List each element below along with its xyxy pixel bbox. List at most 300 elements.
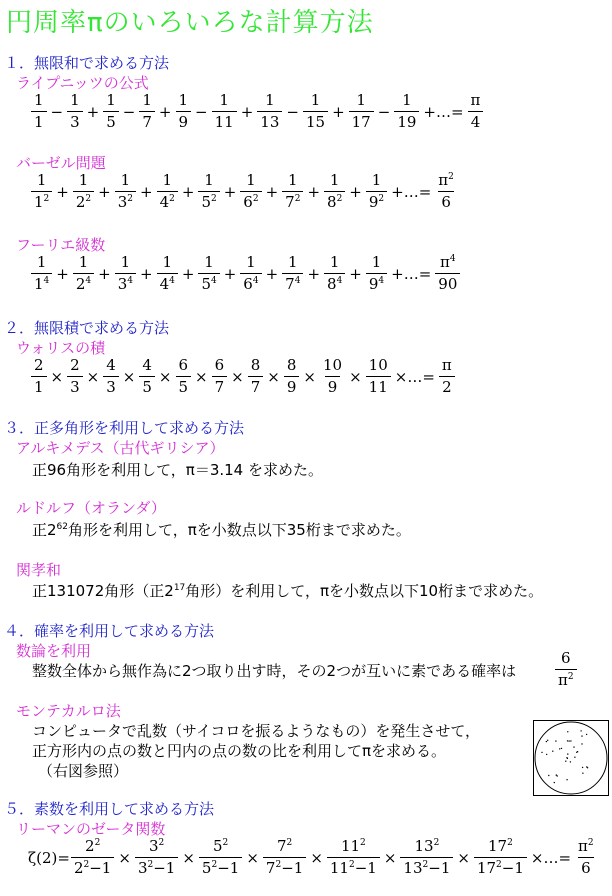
minus-one: −1 bbox=[89, 859, 112, 877]
euler-factor bbox=[199, 838, 242, 877]
num: 1 bbox=[120, 253, 131, 271]
numerator bbox=[411, 838, 442, 857]
numerator bbox=[176, 357, 192, 376]
prime: 13 bbox=[403, 859, 423, 877]
tail: +…= bbox=[423, 102, 464, 121]
exponent: 2 bbox=[222, 838, 229, 848]
operator: − bbox=[50, 102, 64, 121]
leibniz-term bbox=[67, 92, 83, 131]
numerator bbox=[274, 838, 295, 857]
numerator bbox=[369, 254, 385, 273]
exponent: 2 bbox=[169, 194, 175, 204]
fourier-heading: フーリエ級数 bbox=[16, 236, 106, 254]
base: 4 bbox=[159, 193, 170, 211]
numerator bbox=[575, 838, 597, 857]
num: 10 bbox=[368, 356, 388, 374]
numerator bbox=[34, 172, 50, 191]
wallis-term bbox=[67, 357, 83, 396]
num: 6 bbox=[178, 356, 189, 374]
num: 1 bbox=[204, 253, 214, 271]
monte-carlo-line-1: コンピュータで乱数（サイコロを振るようなもの）を発生させて， bbox=[32, 722, 481, 740]
num: 1 bbox=[36, 171, 47, 189]
num: 1 bbox=[120, 171, 131, 189]
random-dot bbox=[580, 730, 581, 731]
operator: × bbox=[158, 367, 172, 386]
numerator bbox=[216, 92, 232, 111]
num: 1 bbox=[78, 253, 89, 271]
basel-formula bbox=[30, 172, 458, 211]
numerator bbox=[67, 92, 83, 111]
exponent: 4 bbox=[210, 276, 217, 286]
num: 1 bbox=[106, 91, 116, 109]
basel-result bbox=[435, 172, 457, 211]
basel-term bbox=[324, 172, 345, 211]
exponent: 2 bbox=[360, 838, 366, 848]
numerator bbox=[76, 254, 92, 273]
monte-carlo-svg bbox=[534, 721, 608, 795]
num: 1 bbox=[371, 253, 382, 271]
num: 4 bbox=[142, 356, 152, 374]
numerator bbox=[468, 92, 484, 111]
operator: × bbox=[231, 367, 244, 386]
exponent: 2 bbox=[286, 838, 293, 848]
riemann-result bbox=[575, 838, 597, 877]
numerator bbox=[210, 838, 231, 857]
leibniz-formula bbox=[30, 92, 484, 131]
den: 7 bbox=[250, 378, 261, 396]
exponent: 2 bbox=[94, 838, 101, 848]
exponent: 4 bbox=[127, 276, 133, 286]
base: 7 bbox=[285, 193, 295, 211]
denominator bbox=[257, 111, 282, 131]
exponent: 2 bbox=[336, 194, 343, 204]
fourier-term bbox=[31, 254, 52, 293]
operator: × bbox=[50, 367, 64, 386]
wallis-heading: ウォリスの積 bbox=[16, 339, 106, 357]
operator: + bbox=[158, 102, 172, 121]
numerator bbox=[146, 838, 167, 857]
operator: + bbox=[349, 264, 362, 283]
numerator bbox=[399, 92, 415, 111]
prime: 5 bbox=[201, 859, 212, 877]
numerator bbox=[353, 92, 369, 111]
numerator bbox=[118, 172, 134, 191]
wallis-term bbox=[103, 357, 119, 396]
num: π bbox=[441, 356, 452, 374]
fourier-result bbox=[435, 254, 460, 293]
numerator bbox=[118, 254, 134, 273]
euler-factor bbox=[400, 838, 453, 877]
den: 5 bbox=[142, 378, 152, 396]
base: 8 bbox=[327, 193, 337, 211]
wallis-result bbox=[439, 357, 455, 396]
num: 1 bbox=[329, 253, 340, 271]
random-dot bbox=[577, 751, 578, 752]
denominator bbox=[366, 273, 387, 293]
exponent: 2 bbox=[294, 194, 301, 204]
tail: +…= bbox=[391, 182, 432, 201]
exponent: 4 bbox=[336, 276, 343, 286]
prime: 3 bbox=[137, 859, 148, 877]
den: 9 bbox=[286, 378, 297, 396]
base: 6 bbox=[243, 275, 253, 293]
monte-carlo-figure bbox=[533, 720, 609, 796]
random-dot bbox=[582, 773, 583, 774]
denominator bbox=[263, 857, 306, 877]
base: 5 bbox=[201, 193, 211, 211]
basel-term bbox=[31, 172, 52, 211]
euler-factor bbox=[263, 838, 306, 877]
seki-text: 正131072角形（正$2^{17}$角形）を利用して，πを小数点以下10桁まで求めた。 bbox=[32, 582, 544, 600]
operator: + bbox=[349, 182, 362, 201]
denominator bbox=[135, 857, 178, 877]
operator: − bbox=[286, 102, 299, 121]
base: 2 bbox=[75, 193, 86, 211]
numerator bbox=[285, 172, 301, 191]
leibniz-term bbox=[31, 92, 47, 131]
denominator bbox=[67, 111, 83, 131]
den: 4 bbox=[470, 113, 481, 131]
num: 1 bbox=[78, 171, 89, 189]
operator: × bbox=[267, 367, 280, 386]
denominator bbox=[212, 111, 237, 131]
numerator bbox=[262, 92, 278, 111]
euler-factor bbox=[474, 838, 527, 877]
random-dot bbox=[586, 734, 587, 735]
prime: 11 bbox=[329, 859, 349, 877]
prime: 2 bbox=[85, 837, 95, 855]
den: 3 bbox=[70, 113, 80, 131]
prime: 17 bbox=[488, 837, 508, 855]
base: 2 bbox=[75, 275, 86, 293]
denominator bbox=[71, 857, 114, 877]
base: 3 bbox=[117, 275, 128, 293]
denominator bbox=[139, 376, 155, 396]
number-theory-heading: 数論を利用 bbox=[16, 642, 92, 660]
numerator bbox=[201, 254, 217, 273]
exponent: 4 bbox=[252, 276, 259, 286]
numerator bbox=[439, 357, 455, 376]
operator: × bbox=[310, 848, 323, 867]
exponent: 2 bbox=[252, 194, 259, 204]
operator: − bbox=[377, 102, 391, 121]
numerator bbox=[139, 92, 155, 111]
numerator bbox=[327, 254, 343, 273]
fourier-term bbox=[240, 254, 261, 293]
operator: + bbox=[265, 182, 279, 201]
den: 7 bbox=[142, 113, 152, 131]
den: 1 bbox=[34, 113, 44, 131]
random-dot bbox=[566, 757, 567, 758]
den: 1 bbox=[34, 378, 44, 396]
exponent: 2 bbox=[433, 838, 440, 848]
num: 8 bbox=[250, 356, 261, 374]
random-dot bbox=[581, 735, 582, 736]
section-4-heading: ４．確率を利用して求める方法 bbox=[4, 622, 215, 640]
numerator bbox=[82, 838, 103, 857]
seki-heading: 関孝和 bbox=[16, 561, 62, 579]
den: 7 bbox=[214, 378, 225, 396]
random-dot bbox=[561, 748, 562, 749]
exponent: 2 bbox=[147, 860, 154, 870]
numerator bbox=[308, 92, 324, 111]
num: 1 bbox=[162, 253, 172, 271]
exponent: 2 bbox=[587, 838, 594, 848]
prime: 17 bbox=[476, 859, 497, 877]
numerator bbox=[31, 357, 47, 376]
base: 1 bbox=[34, 193, 44, 211]
exponent: 2 bbox=[210, 194, 217, 204]
monte-carlo-line-2: 正方形内の点の数と円内の点の数の比を利用してπを求める。 bbox=[32, 742, 447, 760]
denominator bbox=[578, 857, 594, 877]
denominator bbox=[212, 376, 228, 396]
leibniz-term bbox=[257, 92, 282, 131]
numerator bbox=[159, 254, 175, 273]
denominator bbox=[73, 273, 94, 293]
wallis-term bbox=[284, 357, 300, 396]
num: 4 bbox=[106, 356, 116, 374]
fourier-formula bbox=[30, 254, 461, 293]
wallis-term bbox=[212, 357, 228, 396]
den: 15 bbox=[305, 113, 326, 131]
denominator bbox=[248, 376, 264, 396]
denominator bbox=[157, 273, 178, 293]
num: 1 bbox=[246, 253, 256, 271]
operator: − bbox=[122, 102, 136, 121]
archimedes-text: 正96角形を利用して，π＝3.14 を求めた。 bbox=[32, 461, 323, 479]
denominator bbox=[366, 376, 391, 396]
leibniz-term bbox=[394, 92, 419, 131]
random-dot bbox=[565, 761, 566, 762]
prime: 7 bbox=[265, 859, 276, 877]
denominator bbox=[349, 111, 374, 131]
basel-term bbox=[73, 172, 94, 211]
exponent: 4 bbox=[85, 276, 92, 286]
denominator bbox=[67, 376, 83, 396]
random-dot bbox=[556, 774, 557, 775]
num: 8 bbox=[286, 356, 297, 374]
den: 19 bbox=[397, 113, 417, 131]
operator: + bbox=[181, 182, 195, 201]
minus-one: −1 bbox=[428, 859, 451, 877]
den: 9 bbox=[178, 113, 189, 131]
num: 2 bbox=[34, 356, 44, 374]
random-dot bbox=[586, 766, 587, 767]
denominator bbox=[435, 273, 460, 293]
numerator bbox=[437, 254, 459, 273]
random-dot bbox=[554, 782, 555, 783]
random-dot bbox=[546, 741, 547, 742]
leibniz-term bbox=[349, 92, 374, 131]
base: 9 bbox=[368, 275, 379, 293]
exponent: 2 bbox=[348, 860, 355, 870]
num: 6 bbox=[214, 356, 225, 374]
leibniz-term bbox=[176, 92, 192, 131]
exponent: 4 bbox=[169, 276, 175, 286]
num: 1 bbox=[288, 253, 298, 271]
operator: × bbox=[195, 367, 208, 386]
numerator bbox=[248, 357, 264, 376]
denominator bbox=[103, 376, 119, 396]
num: π bbox=[438, 171, 449, 189]
numerator bbox=[76, 172, 92, 191]
num: 1 bbox=[178, 91, 189, 109]
num: 1 bbox=[265, 91, 275, 109]
fourier-term bbox=[282, 254, 303, 293]
denominator bbox=[31, 111, 47, 131]
minus-one: −1 bbox=[281, 859, 304, 877]
numerator bbox=[31, 92, 47, 111]
fourier-term bbox=[115, 254, 136, 293]
tail: +…= bbox=[391, 264, 432, 283]
random-dot bbox=[567, 753, 568, 754]
denominator bbox=[282, 191, 303, 211]
operator: + bbox=[307, 264, 321, 283]
denominator bbox=[394, 111, 419, 131]
numerator bbox=[485, 838, 516, 857]
euler-factor bbox=[135, 838, 178, 877]
denominator bbox=[240, 273, 261, 293]
basel-term bbox=[366, 172, 387, 211]
exponent: 2 bbox=[422, 860, 429, 870]
numerator bbox=[338, 838, 369, 857]
den: 13 bbox=[260, 113, 280, 131]
denominator bbox=[31, 191, 52, 211]
den: 3 bbox=[106, 378, 116, 396]
minus-one: −1 bbox=[217, 859, 240, 877]
den: 3 bbox=[70, 378, 80, 396]
zeta-lhs: ζ(2)= bbox=[28, 848, 70, 867]
numerator bbox=[366, 357, 391, 376]
exponent: 2 bbox=[43, 194, 50, 204]
prime: 5 bbox=[212, 837, 223, 855]
prime: 11 bbox=[340, 837, 361, 855]
denominator bbox=[157, 191, 178, 211]
section-3-heading: ３．正多角形を利用して求める方法 bbox=[4, 419, 245, 437]
denominator bbox=[198, 191, 219, 211]
exponent: 4 bbox=[449, 254, 456, 264]
denominator bbox=[474, 857, 527, 877]
operator: + bbox=[86, 102, 100, 121]
numerator bbox=[435, 172, 457, 191]
exponent: 4 bbox=[378, 276, 385, 286]
exponent: 2 bbox=[496, 860, 502, 870]
base: 8 bbox=[327, 275, 337, 293]
den: 11 bbox=[368, 378, 388, 396]
num: 1 bbox=[371, 171, 382, 189]
wallis-term bbox=[176, 357, 192, 396]
basel-term bbox=[282, 172, 303, 211]
random-dot bbox=[581, 743, 582, 744]
operator: + bbox=[223, 182, 237, 201]
minus-one: −1 bbox=[354, 859, 377, 877]
num: π bbox=[440, 253, 450, 271]
random-dot bbox=[573, 746, 574, 747]
fourier-term bbox=[366, 254, 387, 293]
section-1-heading: １．無限和で求める方法 bbox=[4, 54, 170, 72]
base: 1 bbox=[34, 275, 44, 293]
monte-carlo-line-3: （右図参照） bbox=[38, 762, 129, 780]
exponent: 4 bbox=[294, 276, 301, 286]
exponent: 2 bbox=[448, 172, 454, 182]
den: 6 bbox=[441, 193, 451, 211]
random-dot bbox=[570, 740, 571, 741]
operator: + bbox=[98, 182, 111, 201]
num: 1 bbox=[402, 91, 412, 109]
denominator bbox=[468, 111, 484, 131]
num: 1 bbox=[70, 91, 80, 109]
denominator bbox=[327, 857, 380, 877]
denominator bbox=[303, 111, 328, 131]
num: 1 bbox=[162, 171, 172, 189]
euler-factor bbox=[71, 838, 114, 877]
den: 5 bbox=[178, 378, 189, 396]
numerator bbox=[34, 254, 50, 273]
wallis-term bbox=[320, 357, 345, 396]
operator: + bbox=[181, 264, 195, 283]
denominator bbox=[400, 857, 453, 877]
operator: × bbox=[303, 367, 316, 386]
num: 1 bbox=[204, 171, 214, 189]
section-5-heading: ５．素数を利用して求める方法 bbox=[4, 800, 215, 818]
base: 7 bbox=[285, 275, 295, 293]
num: 1 bbox=[219, 91, 229, 109]
num: 1 bbox=[246, 171, 256, 189]
operator: + bbox=[98, 264, 111, 283]
random-dot bbox=[546, 754, 547, 755]
random-dot bbox=[552, 751, 553, 752]
operator: × bbox=[86, 367, 100, 386]
denominator bbox=[325, 376, 341, 396]
num: 1 bbox=[142, 91, 152, 109]
num: 1 bbox=[356, 91, 366, 109]
num: π bbox=[470, 91, 481, 109]
random-dot bbox=[541, 752, 542, 753]
denominator bbox=[176, 376, 192, 396]
denominator bbox=[438, 191, 454, 211]
den: 11 bbox=[214, 113, 234, 131]
numerator bbox=[284, 357, 300, 376]
operator: + bbox=[332, 102, 345, 121]
operator: × bbox=[383, 848, 397, 867]
num: π bbox=[578, 837, 588, 855]
random-dot bbox=[570, 761, 571, 762]
denominator bbox=[324, 273, 345, 293]
den: 17 bbox=[351, 113, 371, 131]
tail: ×…= bbox=[394, 367, 435, 386]
numerator bbox=[285, 254, 301, 273]
numerator bbox=[243, 172, 259, 191]
random-dot bbox=[567, 740, 568, 741]
num: 1 bbox=[310, 91, 321, 109]
operator: + bbox=[265, 264, 279, 283]
den: 90 bbox=[438, 275, 458, 293]
unit-circle bbox=[535, 722, 607, 794]
denominator bbox=[324, 191, 345, 211]
denominator bbox=[103, 111, 119, 131]
base: 9 bbox=[368, 193, 379, 211]
number-theory-text: 整数全体から無作為に2つ取り出す時，その2つが互いに素である確率は bbox=[32, 662, 517, 680]
num: 1 bbox=[288, 171, 298, 189]
exponent: 2 bbox=[127, 194, 133, 204]
operator: × bbox=[182, 848, 195, 867]
random-dot bbox=[568, 740, 569, 741]
denominator bbox=[439, 376, 455, 396]
operator: − bbox=[195, 102, 208, 121]
num: 1 bbox=[329, 171, 340, 189]
denominator bbox=[198, 273, 219, 293]
den: 9 bbox=[327, 378, 338, 396]
